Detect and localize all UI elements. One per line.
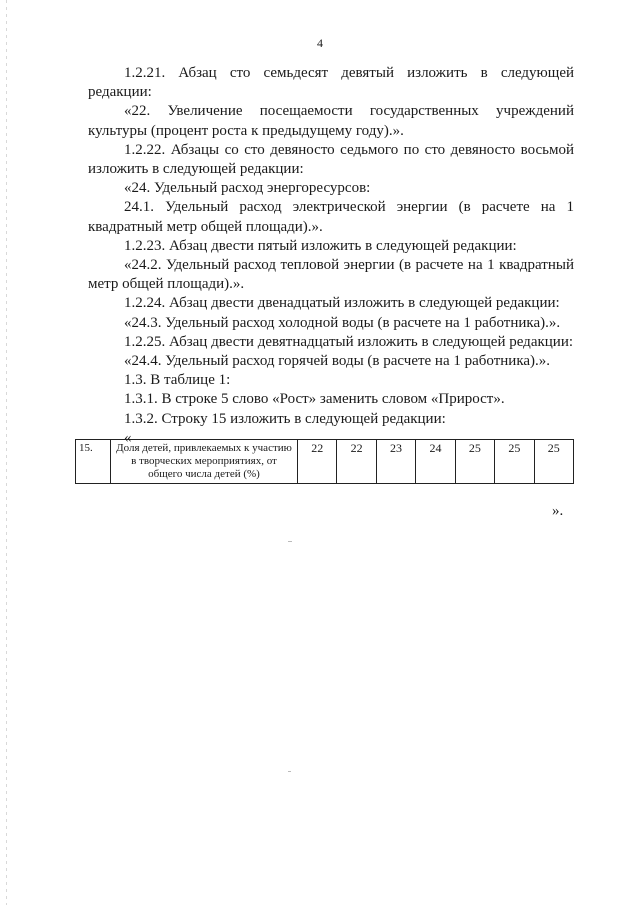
quote-item-24-3: «24.3. Удельный расход холодной воды (в расчете на 1 работника).». bbox=[124, 314, 561, 331]
document-body bbox=[88, 64, 574, 447]
paragraph-1-3: 1.3. В таблице 1: bbox=[124, 372, 231, 389]
scan-edge bbox=[6, 0, 7, 905]
item-24-1: 24.1. Удельный расход электрической энергии (в расчете на 1 квадратный метр общей площади).». bbox=[88, 199, 574, 235]
quote-item-24: «24. Удельный расход энергоресурсов: bbox=[124, 180, 371, 197]
row-value-7: 25 bbox=[534, 440, 573, 484]
paragraph-1-2-25: 1.2.25. Абзац двести девятнадцатый изложить в следующей редакции: bbox=[124, 333, 574, 350]
row-value-2: 22 bbox=[337, 440, 376, 484]
page-number: 4 bbox=[317, 36, 323, 50]
row-value-6: 25 bbox=[495, 440, 534, 484]
paragraph-1-2-22: 1.2.22. Абзацы со сто девяносто седьмого по сто девяносто восьмой изложить в следующей редакции: bbox=[88, 141, 574, 178]
paragraph-1-3-1: 1.3.1. В строке 5 слово «Рост» заменить словом «Прирост». bbox=[124, 391, 505, 408]
open-quote: « bbox=[124, 429, 132, 446]
paragraph-1-2-23: 1.2.23. Абзац двести пятый изложить в следующей редакции: bbox=[124, 237, 517, 254]
table-row bbox=[76, 440, 574, 484]
row-value-5: 25 bbox=[455, 440, 494, 484]
row-value-4: 24 bbox=[416, 440, 455, 484]
paragraph-1-2-24: 1.2.24. Абзац двести двенадцатый изложить в следующей редакции: bbox=[124, 295, 560, 312]
close-quote: ». bbox=[552, 503, 564, 519]
row-value-1: 22 bbox=[298, 440, 337, 484]
row-number: 15. bbox=[76, 440, 111, 484]
table-row-15 bbox=[75, 439, 574, 484]
row-description: Доля детей, привлекаемых к участию в творческих мероприятиях, от общего числа детей (%) bbox=[111, 440, 298, 484]
quote-item-24-2: «24.2. Удельный расход тепловой энергии (в расчете на 1 квадратный метр общей площади).». bbox=[88, 257, 574, 293]
paragraph-1-3-2: 1.3.2. Строку 15 изложить в следующей редакции: bbox=[124, 410, 446, 427]
scan-speck bbox=[288, 541, 292, 542]
scan-speck bbox=[288, 771, 291, 772]
paragraph-1-2-21: 1.2.21. Абзац сто семьдесят девятый изложить в следующей редакции: bbox=[88, 65, 574, 101]
row-value-3: 23 bbox=[376, 440, 415, 484]
quote-item-24-4: «24.4. Удельный расход горячей воды (в расчете на 1 работника).». bbox=[124, 353, 551, 370]
quote-item-22: «22. Увеличение посещаемости государственных учреждений культуры (процент роста к предыдущему году).». bbox=[88, 103, 574, 139]
